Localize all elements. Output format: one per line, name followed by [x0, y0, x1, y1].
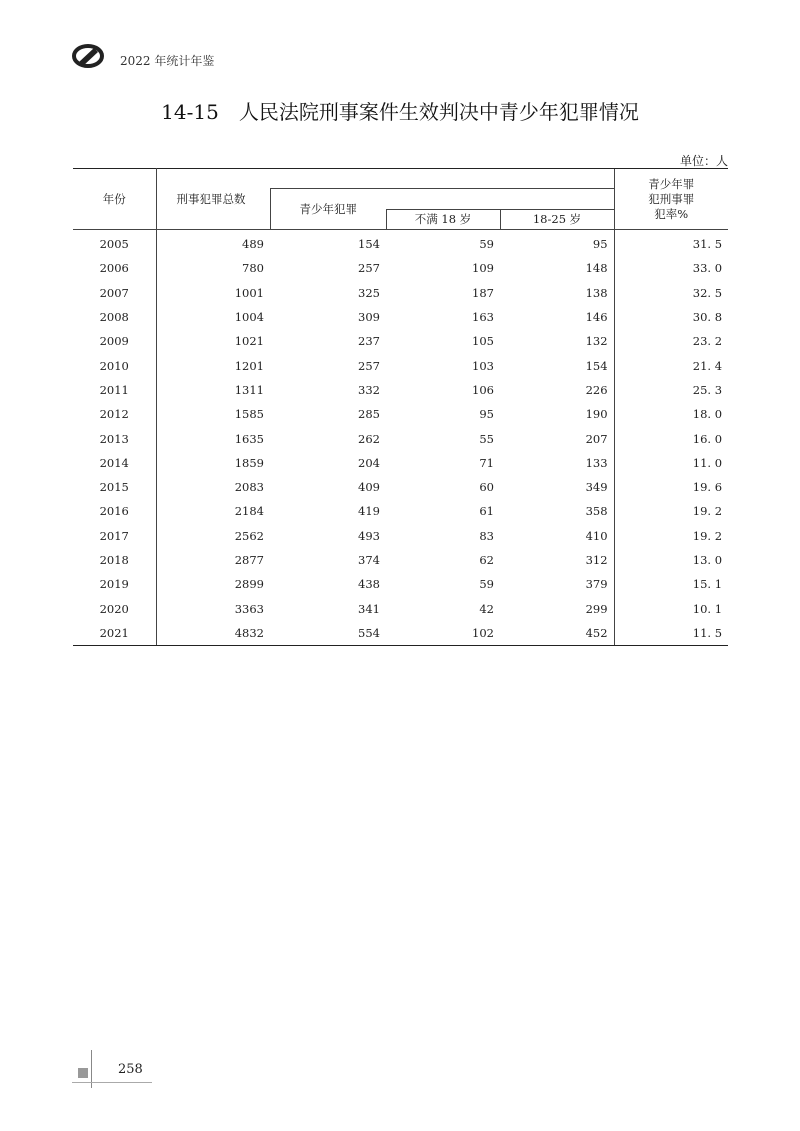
cell-age18-25: 312 — [585, 553, 608, 567]
footer-square-mark — [78, 1068, 88, 1078]
table-row — [73, 621, 728, 646]
cell-under18: 102 — [386, 621, 500, 646]
cell-under18: 95 — [479, 407, 494, 422]
column-header-18-25: 18-25 岁 — [500, 210, 614, 230]
table-row — [73, 426, 728, 450]
page-title: 14-15 人民法院刑事案件生效判决中青少年犯罪情况 — [161, 100, 639, 124]
cell-age18-25: 132 — [585, 334, 608, 349]
table-row — [73, 524, 728, 548]
cell-total: 4832 — [156, 621, 270, 646]
cell-under18: 105 — [472, 334, 494, 349]
cell-rate: 19. 2 — [614, 524, 728, 548]
column-header-under18: 不满 18 岁 — [386, 210, 500, 230]
cell-year: 2016 — [73, 499, 156, 523]
cell-under18: 61 — [479, 504, 494, 519]
page-number: 258 — [118, 1062, 143, 1077]
column-header-rate — [614, 169, 728, 230]
data-table — [73, 168, 728, 646]
cell-under18: 103 — [472, 358, 494, 373]
cell-under18: 83 — [479, 528, 494, 543]
cell-under18: 187 — [472, 285, 494, 300]
cell-age18-25: 95 — [592, 237, 608, 252]
table-row — [73, 230, 728, 257]
rate-header-line2: 犯刑事罪 — [648, 191, 695, 206]
cell-total: 489 — [242, 237, 264, 252]
cell-total: 1004 — [234, 310, 264, 325]
cell-year: 2012 — [73, 402, 156, 426]
cell-under18: 109 — [472, 261, 494, 276]
cell-youth: 257 — [358, 358, 380, 373]
cell-age18-25: 207 — [585, 431, 608, 446]
cell-total: 2877 — [234, 553, 264, 567]
column-header-year: 年份 — [73, 169, 156, 230]
cell-year: 2019 — [73, 572, 156, 596]
table-row — [73, 548, 728, 572]
logo-icon — [72, 42, 104, 70]
cell-youth: 237 — [358, 334, 380, 349]
cell-youth: 374 — [358, 553, 380, 567]
cell-year: 2014 — [73, 451, 156, 475]
cell-rate: 30. 8 — [614, 305, 728, 329]
table-row — [73, 402, 728, 426]
cell-total: 1585 — [234, 407, 264, 422]
cell-total: 2083 — [234, 480, 264, 495]
cell-total: 3363 — [234, 601, 264, 616]
cell-year: 2006 — [73, 256, 156, 280]
cell-age18-25: 379 — [585, 577, 608, 592]
cell-total: 1859 — [234, 455, 264, 470]
cell-youth: 438 — [358, 577, 380, 592]
cell-total: 780 — [242, 261, 264, 276]
cell-year: 2018 — [73, 548, 156, 572]
cell-under18: 55 — [479, 431, 494, 446]
cell-age18-25: 154 — [585, 358, 608, 373]
cell-under18: 62 — [479, 553, 494, 567]
cell-under18: 59 — [479, 237, 494, 252]
youth-subheader — [386, 189, 614, 229]
cell-rate: 18. 0 — [614, 402, 728, 426]
table-body — [73, 230, 728, 646]
cell-youth: 419 — [358, 504, 380, 519]
unit-label: 单位：人 — [679, 154, 728, 168]
cell-year: 2007 — [73, 281, 156, 305]
cell-year: 2011 — [73, 378, 156, 402]
cell-youth: 554 — [270, 621, 386, 646]
youth-header-spacer — [270, 169, 614, 189]
column-header-youth: 青少年犯罪 — [270, 189, 386, 229]
cell-youth: 309 — [358, 310, 380, 325]
cell-year: 2009 — [73, 329, 156, 353]
cell-age18-25: 148 — [585, 261, 608, 276]
subheader-row — [386, 209, 614, 230]
rate-header-line1: 青少年罪 — [648, 176, 695, 191]
cell-rate: 13. 0 — [614, 548, 728, 572]
cell-rate: 31. 5 — [614, 230, 728, 257]
cell-youth: 332 — [358, 382, 380, 397]
cell-youth: 204 — [358, 455, 380, 470]
cell-total: 1311 — [234, 382, 264, 397]
cell-age18-25: 138 — [585, 285, 608, 300]
youth-header-group — [270, 169, 614, 230]
rate-header-line3: 犯率% — [654, 206, 689, 221]
cell-rate: 16. 0 — [614, 426, 728, 450]
table-row — [73, 256, 728, 280]
cell-total: 1001 — [234, 285, 264, 300]
cell-age18-25: 358 — [585, 504, 608, 519]
cell-age18-25: 190 — [585, 407, 608, 422]
cell-youth: 341 — [358, 601, 380, 616]
cell-rate: 11. 5 — [614, 621, 728, 646]
cell-year: 2021 — [73, 621, 156, 646]
cell-year: 2010 — [73, 353, 156, 377]
table-row — [73, 475, 728, 499]
cell-under18: 59 — [479, 577, 494, 592]
cell-youth: 325 — [358, 285, 380, 300]
cell-under18: 60 — [479, 480, 494, 495]
cell-under18: 106 — [472, 382, 494, 397]
cell-total: 1201 — [234, 358, 264, 373]
cell-youth: 285 — [358, 407, 380, 422]
cell-under18: 71 — [479, 455, 494, 470]
cell-total: 2184 — [234, 504, 264, 519]
cell-year: 2020 — [73, 596, 156, 620]
cell-year: 2017 — [73, 524, 156, 548]
cell-year: 2015 — [73, 475, 156, 499]
table-row — [73, 572, 728, 596]
cell-total: 2562 — [234, 528, 264, 543]
cell-rate: 19. 6 — [614, 475, 728, 499]
cell-rate: 25. 3 — [614, 378, 728, 402]
cell-youth: 262 — [358, 431, 380, 446]
cell-under18: 163 — [472, 310, 494, 325]
cell-rate: 10. 1 — [614, 596, 728, 620]
cell-age18-25: 299 — [585, 601, 608, 616]
table-row — [73, 281, 728, 305]
cell-age18-25: 410 — [585, 528, 608, 543]
cell-year: 2013 — [73, 426, 156, 450]
cell-total: 2899 — [234, 577, 264, 592]
cell-age18-25: 226 — [585, 382, 608, 397]
cell-rate: 19. 2 — [614, 499, 728, 523]
cell-rate: 21. 4 — [614, 353, 728, 377]
cell-rate: 33. 0 — [614, 256, 728, 280]
book-title: 2022 年统计年鉴 — [120, 54, 215, 68]
data-table-container — [73, 168, 728, 646]
cell-year: 2008 — [73, 305, 156, 329]
cell-rate: 32. 5 — [614, 281, 728, 305]
cell-youth: 257 — [358, 261, 380, 276]
cell-total: 1021 — [234, 334, 264, 349]
table-row — [73, 378, 728, 402]
cell-youth: 493 — [358, 528, 380, 543]
cell-under18: 42 — [479, 601, 494, 616]
cell-age18-25: 133 — [585, 455, 608, 470]
cell-youth: 154 — [358, 237, 380, 252]
cell-age18-25: 349 — [585, 480, 608, 495]
subheader-spacer — [386, 189, 614, 209]
table-row — [73, 451, 728, 475]
footer-horizontal-rule — [72, 1082, 152, 1083]
cell-year: 2005 — [73, 230, 156, 257]
cell-total: 1635 — [234, 431, 264, 446]
table-row — [73, 499, 728, 523]
cell-age18-25: 146 — [585, 310, 608, 325]
cell-rate: 11. 0 — [614, 451, 728, 475]
column-header-total: 刑事犯罪总数 — [156, 169, 270, 230]
cell-age18-25: 452 — [500, 621, 614, 646]
table-row — [73, 305, 728, 329]
table-row — [73, 353, 728, 377]
cell-rate: 15. 1 — [614, 572, 728, 596]
youth-header-row — [270, 189, 614, 229]
table-row — [73, 596, 728, 620]
table-row — [73, 329, 728, 353]
cell-youth: 409 — [358, 480, 380, 495]
cell-rate: 23. 2 — [614, 329, 728, 353]
